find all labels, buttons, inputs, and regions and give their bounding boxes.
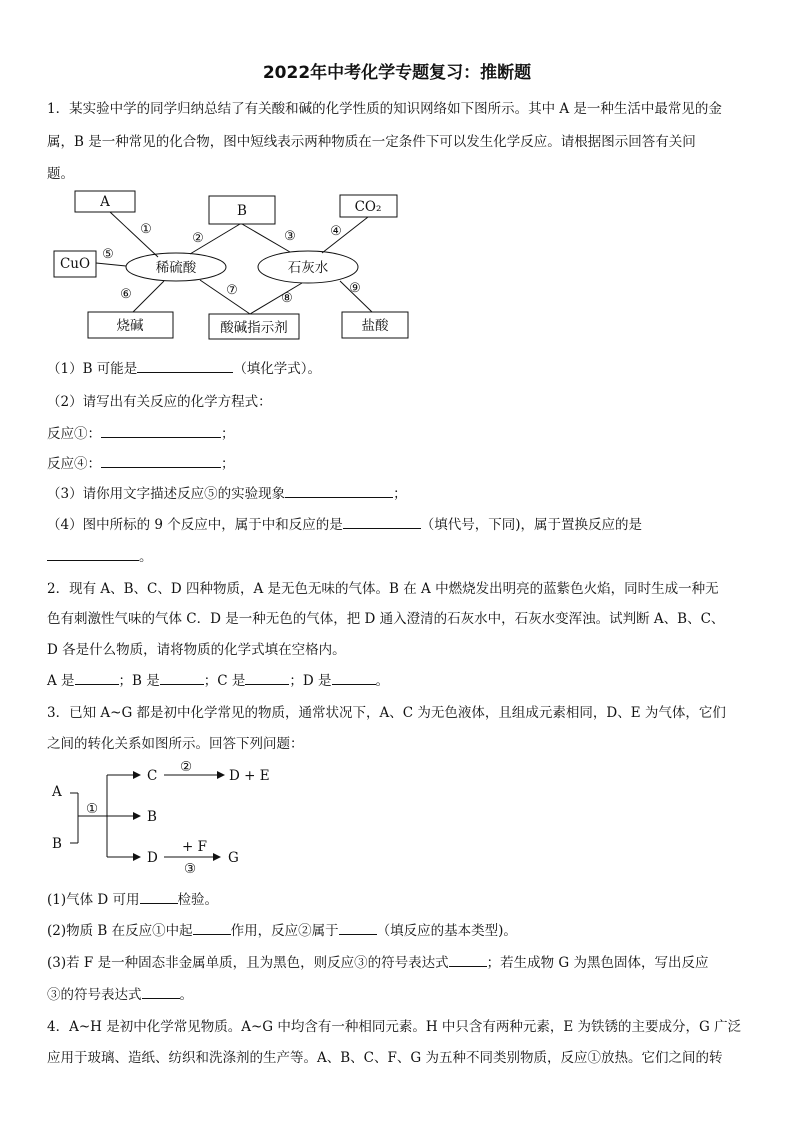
flow-d: D xyxy=(147,850,158,866)
flow-number-2: ② xyxy=(180,759,193,775)
q4-line-2: 应用于玻璃、造纸、纺织和洗涤剂的生产等。A、B、C、F、G 为五种不同类别物质，反应①放热。它们之间的转 xyxy=(47,1050,723,1066)
answer-blank[interactable] xyxy=(160,672,204,685)
label-indicator: 酸碱指示剂 xyxy=(220,320,288,336)
answer-blank[interactable] xyxy=(101,455,221,468)
flow-b-output: B xyxy=(147,809,157,825)
label-cuo: CuO xyxy=(59,256,91,272)
q3-part-3: (3)若 F 是一种固态非金属单质，且为黑色，则反应③的符号表达式 ；若生成物 G 为黑色固体，写出反应 xyxy=(47,955,709,971)
link-4 xyxy=(322,217,368,253)
q1-part-2: （2）请写出有关反应的化学方程式： xyxy=(47,394,272,410)
answer-blank[interactable] xyxy=(47,548,139,561)
label-co2: CO₂ xyxy=(354,199,382,215)
flow-number-3: ③ xyxy=(184,861,197,875)
answer-blank[interactable] xyxy=(343,516,421,529)
answer-blank[interactable] xyxy=(140,891,178,904)
label-a: A xyxy=(100,194,110,210)
link-5 xyxy=(96,263,126,266)
page-title: 2022年中考化学专题复习：推断题 xyxy=(262,63,532,83)
answer-blank[interactable] xyxy=(245,672,289,685)
reaction-number-6: ⑥ xyxy=(120,287,132,302)
reaction-number-3: ③ xyxy=(284,229,296,244)
reaction-number-8: ⑧ xyxy=(281,291,293,306)
q2-line-3: D 各是什么物质，请将物质的化学式填在空格内。 xyxy=(47,642,346,658)
q2-line-1: 2．现有 A、B、C、D 四种物质，A 是无色无味的气体。B 在 A 中燃烧发出明亮的蓝紫色火焰，同时生成一种无 xyxy=(47,581,719,597)
q2-line-2: 色有刺激性气味的气体 C．D 是一种无色的气体，把 D 通入澄清的石灰水中，石灰水变浑浊。试判断 A、B、C、 xyxy=(47,611,725,627)
flow-g: G xyxy=(228,850,239,866)
q1-reaction-4: 反应④： ； xyxy=(47,456,235,472)
answer-blank[interactable] xyxy=(193,922,231,935)
reaction-number-2: ② xyxy=(192,231,204,246)
flow-number-1: ① xyxy=(86,801,99,817)
q3-line-1: 3．已知 A~G 都是初中化学常见的物质，通常状况下，A、C 为无色液体，且组成元素相同，D、E 为气体，它们 xyxy=(47,705,726,721)
label-dilute-h2so4: 稀硫酸 xyxy=(155,260,197,276)
reaction-number-1: ① xyxy=(140,222,152,237)
q1-part-1: （1）B 可能是 （填化学式）。 xyxy=(47,361,322,377)
answer-blank[interactable] xyxy=(142,986,180,999)
flow-plus-f: + F xyxy=(182,839,207,855)
q4-line-1: 4．A~H 是初中化学常见物质。A~G 中均含有一种相同元素。H 中只含有两种元素，E 为铁锈的主要成分，G 广泛 xyxy=(47,1019,742,1035)
answer-blank[interactable] xyxy=(101,425,221,438)
conversion-flow-diagram xyxy=(0,755,794,875)
acid-base-network-diagram xyxy=(0,0,794,345)
reaction-number-9: ⑨ xyxy=(349,281,361,296)
q3-part-1: (1)气体 D 可用 检验。 xyxy=(47,892,219,908)
q1-part-4-cont: 。 xyxy=(47,545,153,565)
label-limewater: 石灰水 xyxy=(287,260,329,276)
answer-blank[interactable] xyxy=(75,672,119,685)
answer-blank[interactable] xyxy=(449,954,487,967)
answer-blank[interactable] xyxy=(137,360,233,373)
flow-d-plus-e: D + E xyxy=(229,768,270,784)
answer-blank[interactable] xyxy=(332,672,376,685)
reaction-number-4: ④ xyxy=(330,224,342,239)
reaction-number-5: ⑤ xyxy=(102,247,114,262)
answer-blank[interactable] xyxy=(285,485,393,498)
q2-answers: A 是 ；B 是 ；C 是 ；D 是 。 xyxy=(47,673,390,689)
q3-part-3-cont: ③的符号表达式 。 xyxy=(47,987,193,1003)
answer-blank[interactable] xyxy=(339,922,377,935)
flow-a: A xyxy=(52,784,62,800)
link-3 xyxy=(242,224,290,252)
label-caustic-soda: 烧碱 xyxy=(116,318,144,334)
label-hcl: 盐酸 xyxy=(361,318,389,334)
flow-c: C xyxy=(147,768,158,784)
q1-intro-line-3: 题。 xyxy=(47,166,74,182)
link-7 xyxy=(200,280,250,314)
q1-intro-line-1: 1．某实验中学的同学归纳总结了有关酸和碱的化学性质的知识网络如下图所示。其中 A 是一种生活中最常见的金 xyxy=(47,101,722,117)
label-b: B xyxy=(237,203,247,219)
reaction-number-7: ⑦ xyxy=(226,283,238,298)
link-8 xyxy=(250,283,302,314)
flow-b-input: B xyxy=(52,836,62,852)
link-6 xyxy=(133,281,164,312)
q3-part-2: (2)物质 B 在反应①中起 作用，反应②属于 （填反应的基本类型)。 xyxy=(47,923,517,939)
q1-reaction-1: 反应①： ； xyxy=(47,426,235,442)
q1-part-3: （3）请你用文字描述反应⑤的实验现象 ； xyxy=(47,486,407,502)
q1-part-4: （4）图中所标的 9 个反应中，属于中和反应的是 （填代号，下同)，属于置换反应的是 xyxy=(47,517,643,533)
q3-line-2: 之间的转化关系如图所示。回答下列问题： xyxy=(47,736,304,752)
q1-intro-line-2: 属，B 是一种常见的化合物，图中短线表示两种物质在一定条件下可以发生化学反应。请根据图示回答有关问 xyxy=(47,134,696,150)
